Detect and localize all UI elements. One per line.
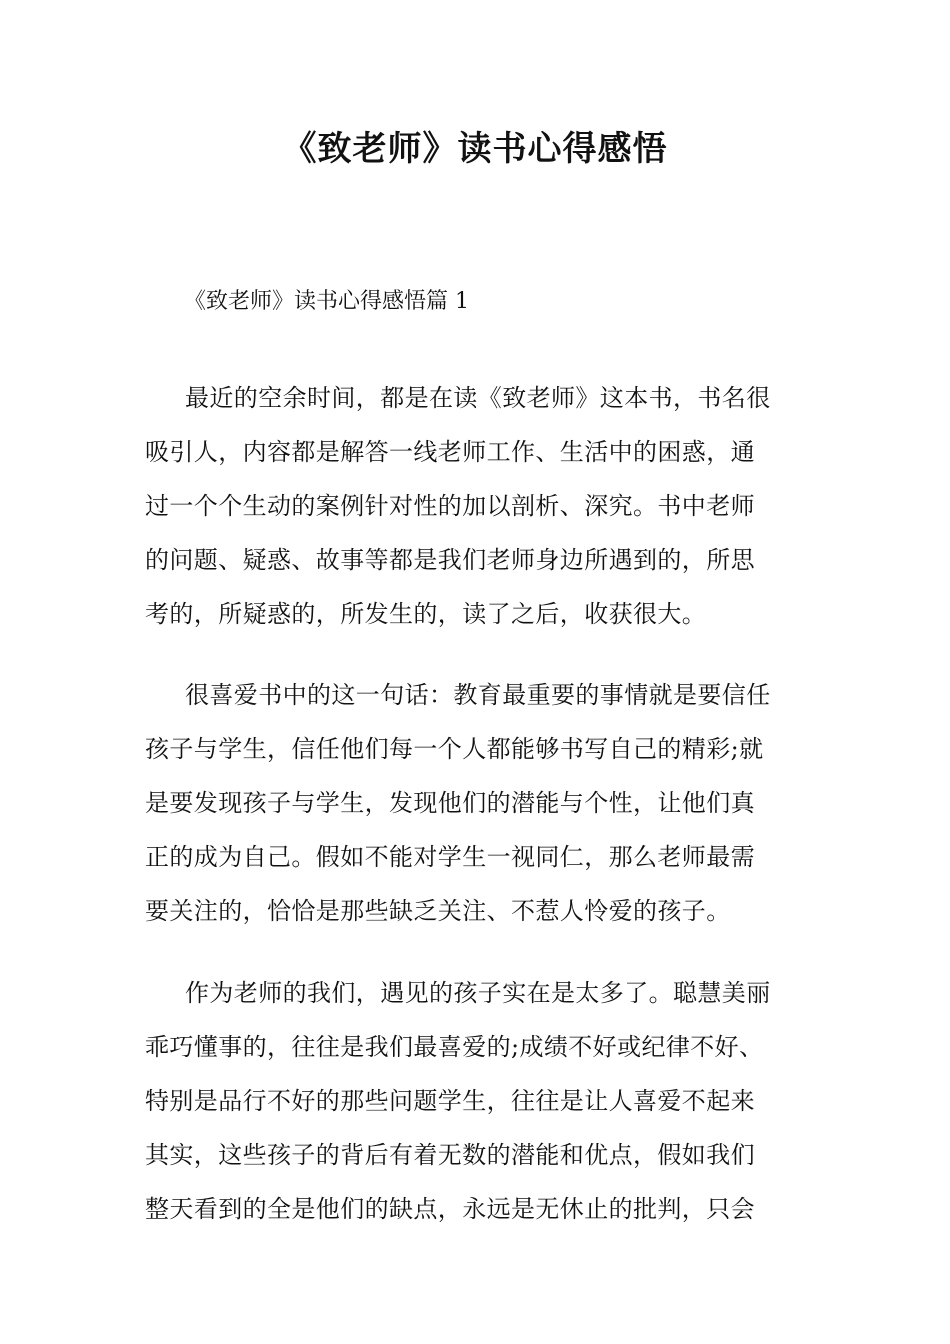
paragraph-line: 整天看到的全是他们的缺点，永远是无休止的批判，只会 xyxy=(145,1195,755,1223)
paragraph-line: 过一个个生动的案例针对性的加以剖析、深究。书中老师 xyxy=(145,492,755,520)
paragraph-line: 其实，这些孩子的背后有着无数的潜能和优点，假如我们 xyxy=(145,1141,755,1169)
paragraph-line: 最近的空余时间，都是在读《致老师》这本书，书名很 xyxy=(185,384,771,412)
paragraph-line: 孩子与学生，信任他们每一个人都能够书写自己的精彩;就 xyxy=(145,735,764,763)
paragraph-line: 乖巧懂事的，往往是我们最喜爱的;成绩不好或纪律不好、 xyxy=(145,1033,764,1061)
paragraph-line: 要关注的，恰恰是那些缺乏关注、不惹人怜爱的孩子。 xyxy=(145,897,731,925)
paragraph-line: 是要发现孩子与学生，发现他们的潜能与个性，让他们真 xyxy=(145,789,755,817)
document-title: 《致老师》读书心得感悟 xyxy=(282,129,668,169)
paragraph-line: 特别是品行不好的那些问题学生，往往是让人喜爱不起来 xyxy=(145,1087,755,1115)
paragraph-line: 考的，所疑惑的，所发生的，读了之后，收获很大。 xyxy=(145,600,707,628)
paragraph-1 xyxy=(145,371,805,641)
paragraph-line: 很喜爱书中的这一句话：教育最重要的事情就是要信任 xyxy=(185,681,771,709)
paragraph-line: 吸引人，内容都是解答一线老师工作、生活中的困惑，通 xyxy=(145,438,755,466)
paragraph-2 xyxy=(145,668,805,938)
section-heading: 《致老师》读书心得感悟篇 1 xyxy=(184,289,469,314)
paragraph-3 xyxy=(145,966,805,1236)
paragraph-line: 的问题、疑惑、故事等都是我们老师身边所遇到的，所思 xyxy=(145,546,755,574)
paragraph-line: 正的成为自己。假如不能对学生一视同仁，那么老师最需 xyxy=(145,843,755,871)
paragraph-line: 作为老师的我们，遇见的孩子实在是太多了。聪慧美丽 xyxy=(185,979,771,1007)
